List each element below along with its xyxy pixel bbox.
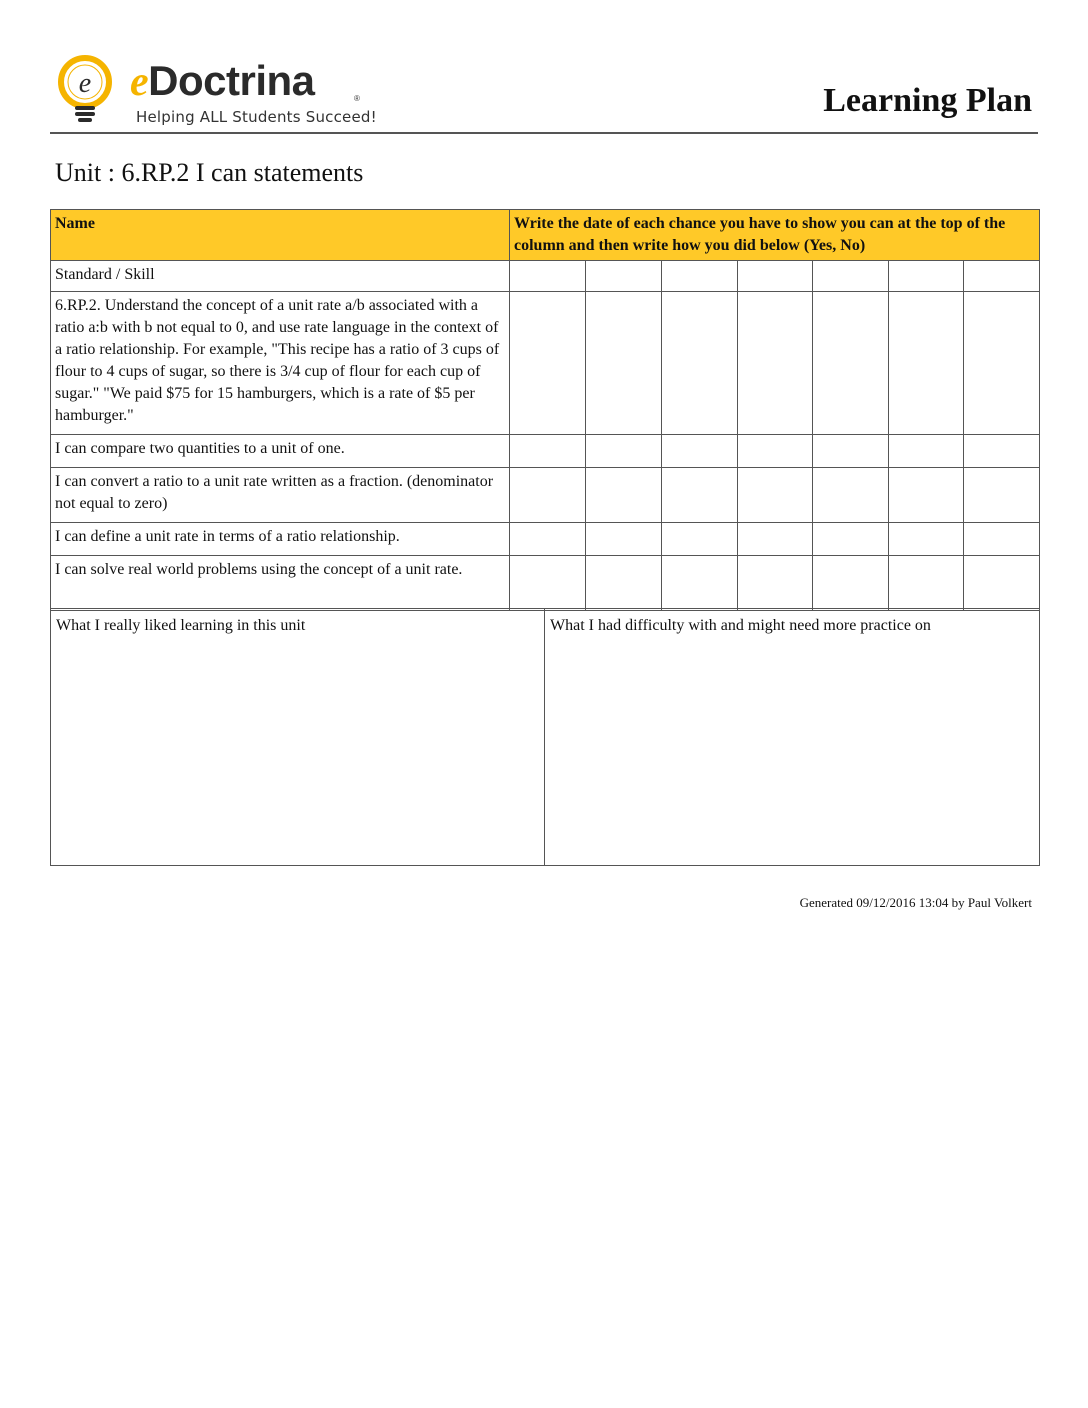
response-cell[interactable] xyxy=(662,292,738,435)
name-label: Name xyxy=(51,210,510,261)
page-header xyxy=(50,50,1038,134)
response-cell[interactable] xyxy=(662,523,738,556)
unit-heading: Unit : 6.RP.2 I can statements xyxy=(55,158,364,187)
response-cell[interactable] xyxy=(738,468,813,523)
table-row xyxy=(51,523,1040,556)
response-cell[interactable] xyxy=(510,292,586,435)
response-cell[interactable] xyxy=(738,435,813,468)
response-cell[interactable] xyxy=(510,468,586,523)
date-cell[interactable] xyxy=(813,261,889,292)
i-can-statement: I can define a unit rate in terms of a ratio relationship. xyxy=(51,523,510,556)
date-cell[interactable] xyxy=(738,261,813,292)
response-cell[interactable] xyxy=(510,556,586,611)
response-cell[interactable] xyxy=(662,435,738,468)
logo-bulb-letter: e xyxy=(78,68,92,99)
logo-wordmark xyxy=(130,58,315,105)
generated-footer: Generated 09/12/2016 13:04 by Paul Volkert xyxy=(799,895,1032,910)
logo-tagline: Helping ALL Students Succeed! xyxy=(136,108,377,126)
i-can-statement: I can solve real world problems using the concept of a unit rate. xyxy=(51,556,510,611)
response-cell[interactable] xyxy=(813,556,889,611)
table-row xyxy=(51,292,1040,435)
response-cell[interactable] xyxy=(964,523,1040,556)
logo-word-rest: Doctrina xyxy=(148,57,315,104)
page-title: Learning Plan xyxy=(823,82,1032,119)
date-cell[interactable] xyxy=(586,261,662,292)
response-cell[interactable] xyxy=(586,468,662,523)
response-cell[interactable] xyxy=(889,468,964,523)
response-cell[interactable] xyxy=(586,292,662,435)
response-cell[interactable] xyxy=(510,435,586,468)
date-cell[interactable] xyxy=(889,261,964,292)
difficulty-box[interactable] xyxy=(545,609,1040,866)
response-cell[interactable] xyxy=(586,435,662,468)
response-cell[interactable] xyxy=(738,292,813,435)
skill-header-row xyxy=(51,261,1040,292)
response-cell[interactable] xyxy=(964,468,1040,523)
standard-description: 6.RP.2. Understand the concept of a unit rate a/b associated with a ratio a:b with b not equal to 0, and use rate language in the context of a ratio relationship. For example, "This recipe has a ratio of 3 cups of flour to 4 cups of sugar, so there is 3/4 cup of flour for each cup of sugar." "We paid $75 for 15 hamburgers, which is a rate of $5 per hamburger." xyxy=(51,292,510,435)
liked-learning-label: What I really liked learning in this unit xyxy=(56,617,306,634)
response-cell[interactable] xyxy=(889,556,964,611)
response-cell[interactable] xyxy=(813,292,889,435)
logo-registered-mark: ® xyxy=(354,94,360,103)
response-cell[interactable] xyxy=(889,435,964,468)
logo-word-e: e xyxy=(130,59,149,105)
response-cell[interactable] xyxy=(662,468,738,523)
response-cell[interactable] xyxy=(813,435,889,468)
date-cell[interactable] xyxy=(964,261,1040,292)
table-row xyxy=(51,556,1040,611)
difficulty-label: What I had difficulty with and might need more practice on xyxy=(550,617,931,634)
lightbulb-icon xyxy=(54,54,120,126)
response-cell[interactable] xyxy=(662,556,738,611)
date-cell[interactable] xyxy=(510,261,586,292)
response-cell[interactable] xyxy=(964,292,1040,435)
response-cell[interactable] xyxy=(813,523,889,556)
response-cell[interactable] xyxy=(889,292,964,435)
response-cell[interactable] xyxy=(510,523,586,556)
table-row xyxy=(51,468,1040,523)
i-can-statement: I can convert a ratio to a unit rate written as a fraction. (denominator not equal to zero) xyxy=(51,468,510,523)
response-cell[interactable] xyxy=(738,556,813,611)
table-row xyxy=(51,435,1040,468)
date-cell[interactable] xyxy=(662,261,738,292)
skill-label: Standard / Skill xyxy=(51,261,510,292)
response-cell[interactable] xyxy=(813,468,889,523)
response-cell[interactable] xyxy=(738,523,813,556)
response-cell[interactable] xyxy=(964,435,1040,468)
instructions-cell: Write the date of each chance you have to show you can at the top of the column and then write how you did below (Yes, No) xyxy=(510,210,1040,261)
response-cell[interactable] xyxy=(586,523,662,556)
response-cell[interactable] xyxy=(889,523,964,556)
response-cell[interactable] xyxy=(964,556,1040,611)
i-can-statement: I can compare two quantities to a unit of one. xyxy=(51,435,510,468)
response-cell[interactable] xyxy=(586,556,662,611)
table-header-row xyxy=(51,210,1040,261)
reflection-table xyxy=(50,608,1040,866)
learning-plan-table xyxy=(50,209,1040,611)
liked-learning-box[interactable] xyxy=(51,609,545,866)
edoctrina-logo xyxy=(54,54,377,126)
